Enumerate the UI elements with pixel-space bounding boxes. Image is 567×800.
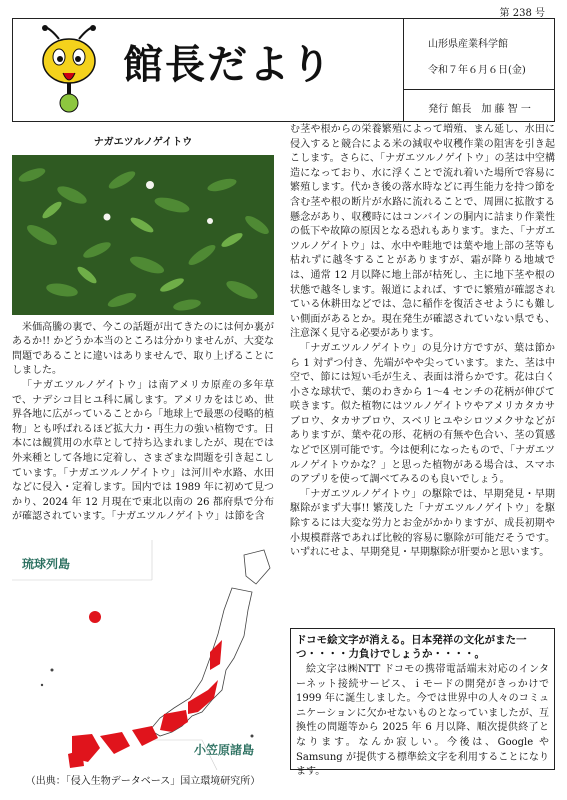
map-source-caption: （出典：「侵入生物データベース」国立環境研究所） bbox=[25, 776, 261, 787]
newsletter-header bbox=[12, 18, 555, 122]
header-info bbox=[403, 19, 555, 121]
ogasawara-label: 小笠原諸島 bbox=[194, 743, 255, 757]
mascot-logo-icon bbox=[37, 25, 101, 115]
left-paragraph-1: 米価高騰の裏で、今この話題が出てきたのには何か裏があるか!! かどうか本当のところは分かりませんが、大変な問題であることに違いはありませんで、取り上げることにしました。 bbox=[12, 321, 274, 377]
newsletter-title: 館長だより bbox=[123, 42, 333, 88]
right-paragraph-2: 「ナガエツルノゲイトウ」の見分け方ですが、葉は節から 1 対ずつ付き、先端がやや尖っています。また、茎は中空で、節には短い毛が生え、表面は滑らかです。花は白く小さな球状で、葉のわきから 1～4 センチの花柄が伸びて咲きます。似た植物にはツルノゲイトウやアメリカタカサブロウ、タカサブロウ、スベリヒユやシロツメクサなどがありますが、葉や花の形、花柄の有無や色合い、茎の質感などで区別可能です。今は便利になったもので、「ナガエツルノゲイトウかな？」と思った植物がある場合は、スマホのアプリを使って調べてみるのも良いでしょう。 bbox=[290, 342, 555, 486]
plant-photo bbox=[12, 155, 274, 315]
left-column bbox=[12, 132, 274, 525]
box-title: ドコモ絵文字が消える。日本発祥の文化がまた一つ・・・・力負けでしょうか・・・・。 bbox=[296, 634, 527, 660]
distribution-map bbox=[12, 540, 274, 770]
left-paragraph-2: 「ナガエツルノゲイトウ」は南アメリカ原産の多年草で、ナデシコ目ヒユ科に属します。アメリカをはじめ、世界各地に広がっていることから「地球上で最悪の侵略的植物」とも呼ばれるほど拡大力・再生力の強い植物です。日本には観賞用の水草として持ち込まれましたが、現在では外来種として各地に定着し、さまざまな問題を引き起こしています。「ナガエツルノゲイトウ」は河川や水路、水田などに侵入・定着します。国内では 1989 年に初めて見つかり、2024 年 12 月現在で東北以南の 26 都府県で分布が確認されています。「ナガエツルノゲイトウ」は節を含 bbox=[12, 379, 274, 523]
right-paragraph-1: む茎や根からの栄養繁殖によって増殖、まん延し、水田に侵入すると競合による米の減収や収穫作業の阻害を引き起こします。さらに、「ナガエツルノゲイトウ」の茎は中空構造になっており、水に浮くことで流れ着いた場所で容易に繁殖します。代かき後の落水時などに再生能力を持つ節を含む茎や根の断片が水路に流れることで、周囲に拡散する懸念があり、収穫時にはコンバインの胴内に詰まり作業性の低下や故障の原因となる恐れもあります。また、「ナガエツルノゲイトウ」は、水中や畦地では葉や地上部の茎等も枯れずに越冬することがありますが、霜が降りる地域では、通常 12 月以降に地上部が枯死し、主に地下茎や根の状態で越冬します。報道によれば、すでに繁殖が確認されている休耕田などでは、急に稲作を復活させようにも難しい側面があるとか。現在発生が確認されていない県でも、注意深く見守る必要があります。 bbox=[290, 124, 555, 340]
box-body: 絵文字は㈱NTT ドコモの携帯電話端末対応のインターネット接続サービス、ｉモードの開発がきっかけで 1999 年に誕生しました。今では世界中の人々のコミュニケーションに欠かせないものとなっていましたが、互換性の問題等から 2025 年 6 月以降、順次提供終了となります。なんか寂しい。今後は、Google や Samsung が提供する標準絵文字を利用することになります。 bbox=[296, 664, 549, 778]
photo-caption: ナガエツルノゲイトウ bbox=[93, 137, 193, 148]
issuer: 発行 館長 加 藤 智 一 bbox=[404, 89, 555, 115]
right-column bbox=[290, 123, 555, 561]
ryukyu-label: 琉球列島 bbox=[22, 557, 71, 571]
right-paragraph-3: 「ナガエツルノゲイトウ」の駆除では、早期発見・早期駆除がまず大事!! 繁茂した「ナガエツルノゲイトウ」を駆除するには大変な労力とお金がかかりますが、成長初期や小規模群落であれば比較的容易に駆除が可能だそうです。いずれにせよ、早期発見・早期駆除が肝要かと思います。 bbox=[290, 488, 555, 559]
organization-name: 山形県産業科学館 bbox=[428, 39, 508, 50]
issue-number: 第 238 号 bbox=[499, 8, 545, 19]
emoji-news-box bbox=[290, 628, 555, 778]
issue-date: 令和７年６月６日(金) bbox=[428, 65, 526, 76]
